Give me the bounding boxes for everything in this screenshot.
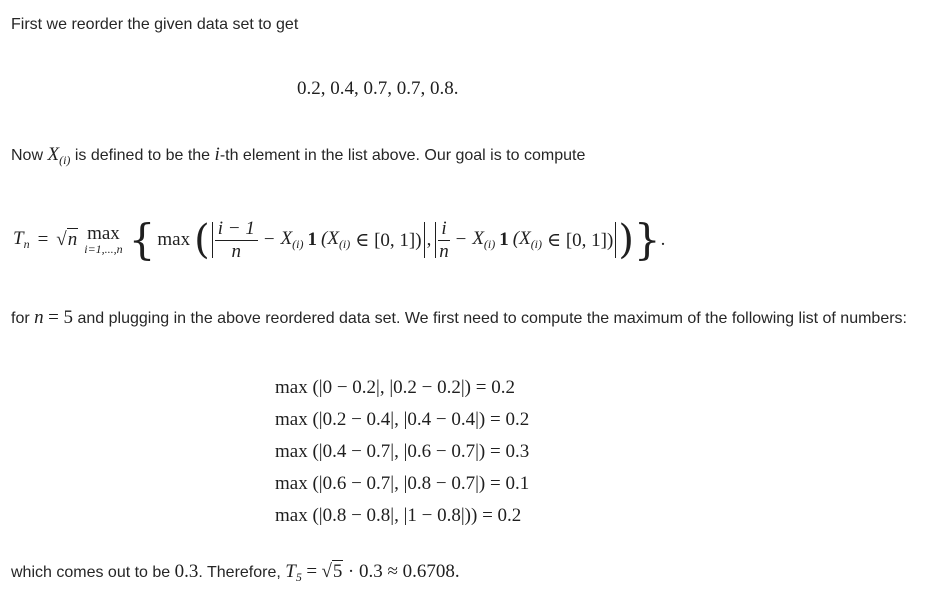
conclusion-sentence — [11, 560, 460, 589]
formula-indicator-set: ∈ [0, 1]) — [355, 229, 422, 251]
formula-fraction-2: $\frac{i}{n}$ — [439, 217, 449, 262]
test-statistic-formula — [13, 210, 665, 270]
conclusion-sqrt: √5 — [321, 561, 343, 582]
conclusion-lead: which comes out to be — [11, 564, 171, 581]
formula-minus: − — [263, 229, 275, 250]
formula-left-brace: { — [128, 215, 156, 264]
formula-indicator-set: ∈ [0, 1]) — [547, 229, 614, 251]
conclusion-T: $T_5$ — [285, 561, 302, 584]
formula-left-paren: ( — [194, 217, 210, 263]
formula-fraction-1: $\frac{i - 1}{n}$ — [215, 218, 258, 263]
formula-abs-bar — [212, 222, 213, 258]
context-tail: and plugging in the above reordered data set. We first need to compute the maximum of the following list of numbers: — [77, 310, 907, 327]
context-lead: for — [11, 310, 30, 327]
formula-indicator-arg: ($X_{(i)}$ — [321, 228, 351, 251]
definition-tail: -th element in the list above. Our goal is to compute — [219, 147, 586, 164]
formula-X: $X_{(i)}$ — [280, 228, 304, 251]
formula-abs-bar — [615, 222, 616, 258]
formula-T: $T_n$ — [13, 228, 30, 251]
equation-line: max (|0.8 − 0.8|, |1 − 0.8|)) = 0.2 — [275, 505, 522, 526]
formula-inner-max: max — [157, 229, 191, 250]
formula-period: . — [660, 229, 666, 250]
conclusion-result: · 0.3 ≈ 0.6708. — [347, 561, 460, 582]
n-symbol: n — [34, 307, 44, 328]
formula-abs-bar — [424, 222, 425, 258]
formula-indicator-arg: ($X_{(i)}$ — [512, 228, 543, 251]
order-statistic-symbol: $X_{(i)}$ — [47, 144, 71, 167]
equation-line: max (|0.6 − 0.7|, |0.8 − 0.7|) = 0.1 — [275, 473, 530, 494]
formula-minus: − — [455, 229, 467, 250]
index-symbol: i — [214, 144, 220, 165]
formula-X: $X_{(i)}$ — [472, 228, 496, 251]
definition-lead: Now — [11, 147, 44, 164]
equation-line: max (|0.4 − 0.7|, |0.6 − 0.7|) = 0.3 — [275, 441, 530, 462]
definition-sentence — [11, 143, 585, 172]
conclusion-max-value: 0.3 — [174, 561, 199, 582]
formula-equals: = — [37, 229, 49, 250]
n-value: = 5 — [48, 307, 74, 328]
definition-mid: is defined to be the — [74, 147, 211, 164]
formula-right-paren: ) — [618, 217, 634, 263]
conclusion-equals: = — [306, 561, 318, 582]
formula-comma: , — [426, 229, 432, 250]
formula-indicator: 1 — [499, 229, 509, 250]
intro-sentence: First we reorder the given data set to get — [11, 16, 299, 33]
formula-right-brace: } — [633, 215, 661, 264]
equation-line: max (|0.2 − 0.4|, |0.4 − 0.4|) = 0.2 — [275, 409, 530, 430]
formula-abs-bar — [435, 222, 436, 258]
equation-line: max (|0 − 0.2|, |0.2 − 0.2|) = 0.2 — [275, 377, 515, 398]
formula-sqrt-n: √n — [56, 229, 78, 250]
formula-indicator: 1 — [307, 229, 317, 250]
formula-max-operator: max i=1,...,n — [84, 223, 123, 256]
conclusion-mid: . Therefore, — [198, 564, 281, 581]
context-paragraph — [11, 306, 916, 330]
sorted-data-list: 0.2, 0.4, 0.7, 0.7, 0.8. — [297, 78, 459, 99]
